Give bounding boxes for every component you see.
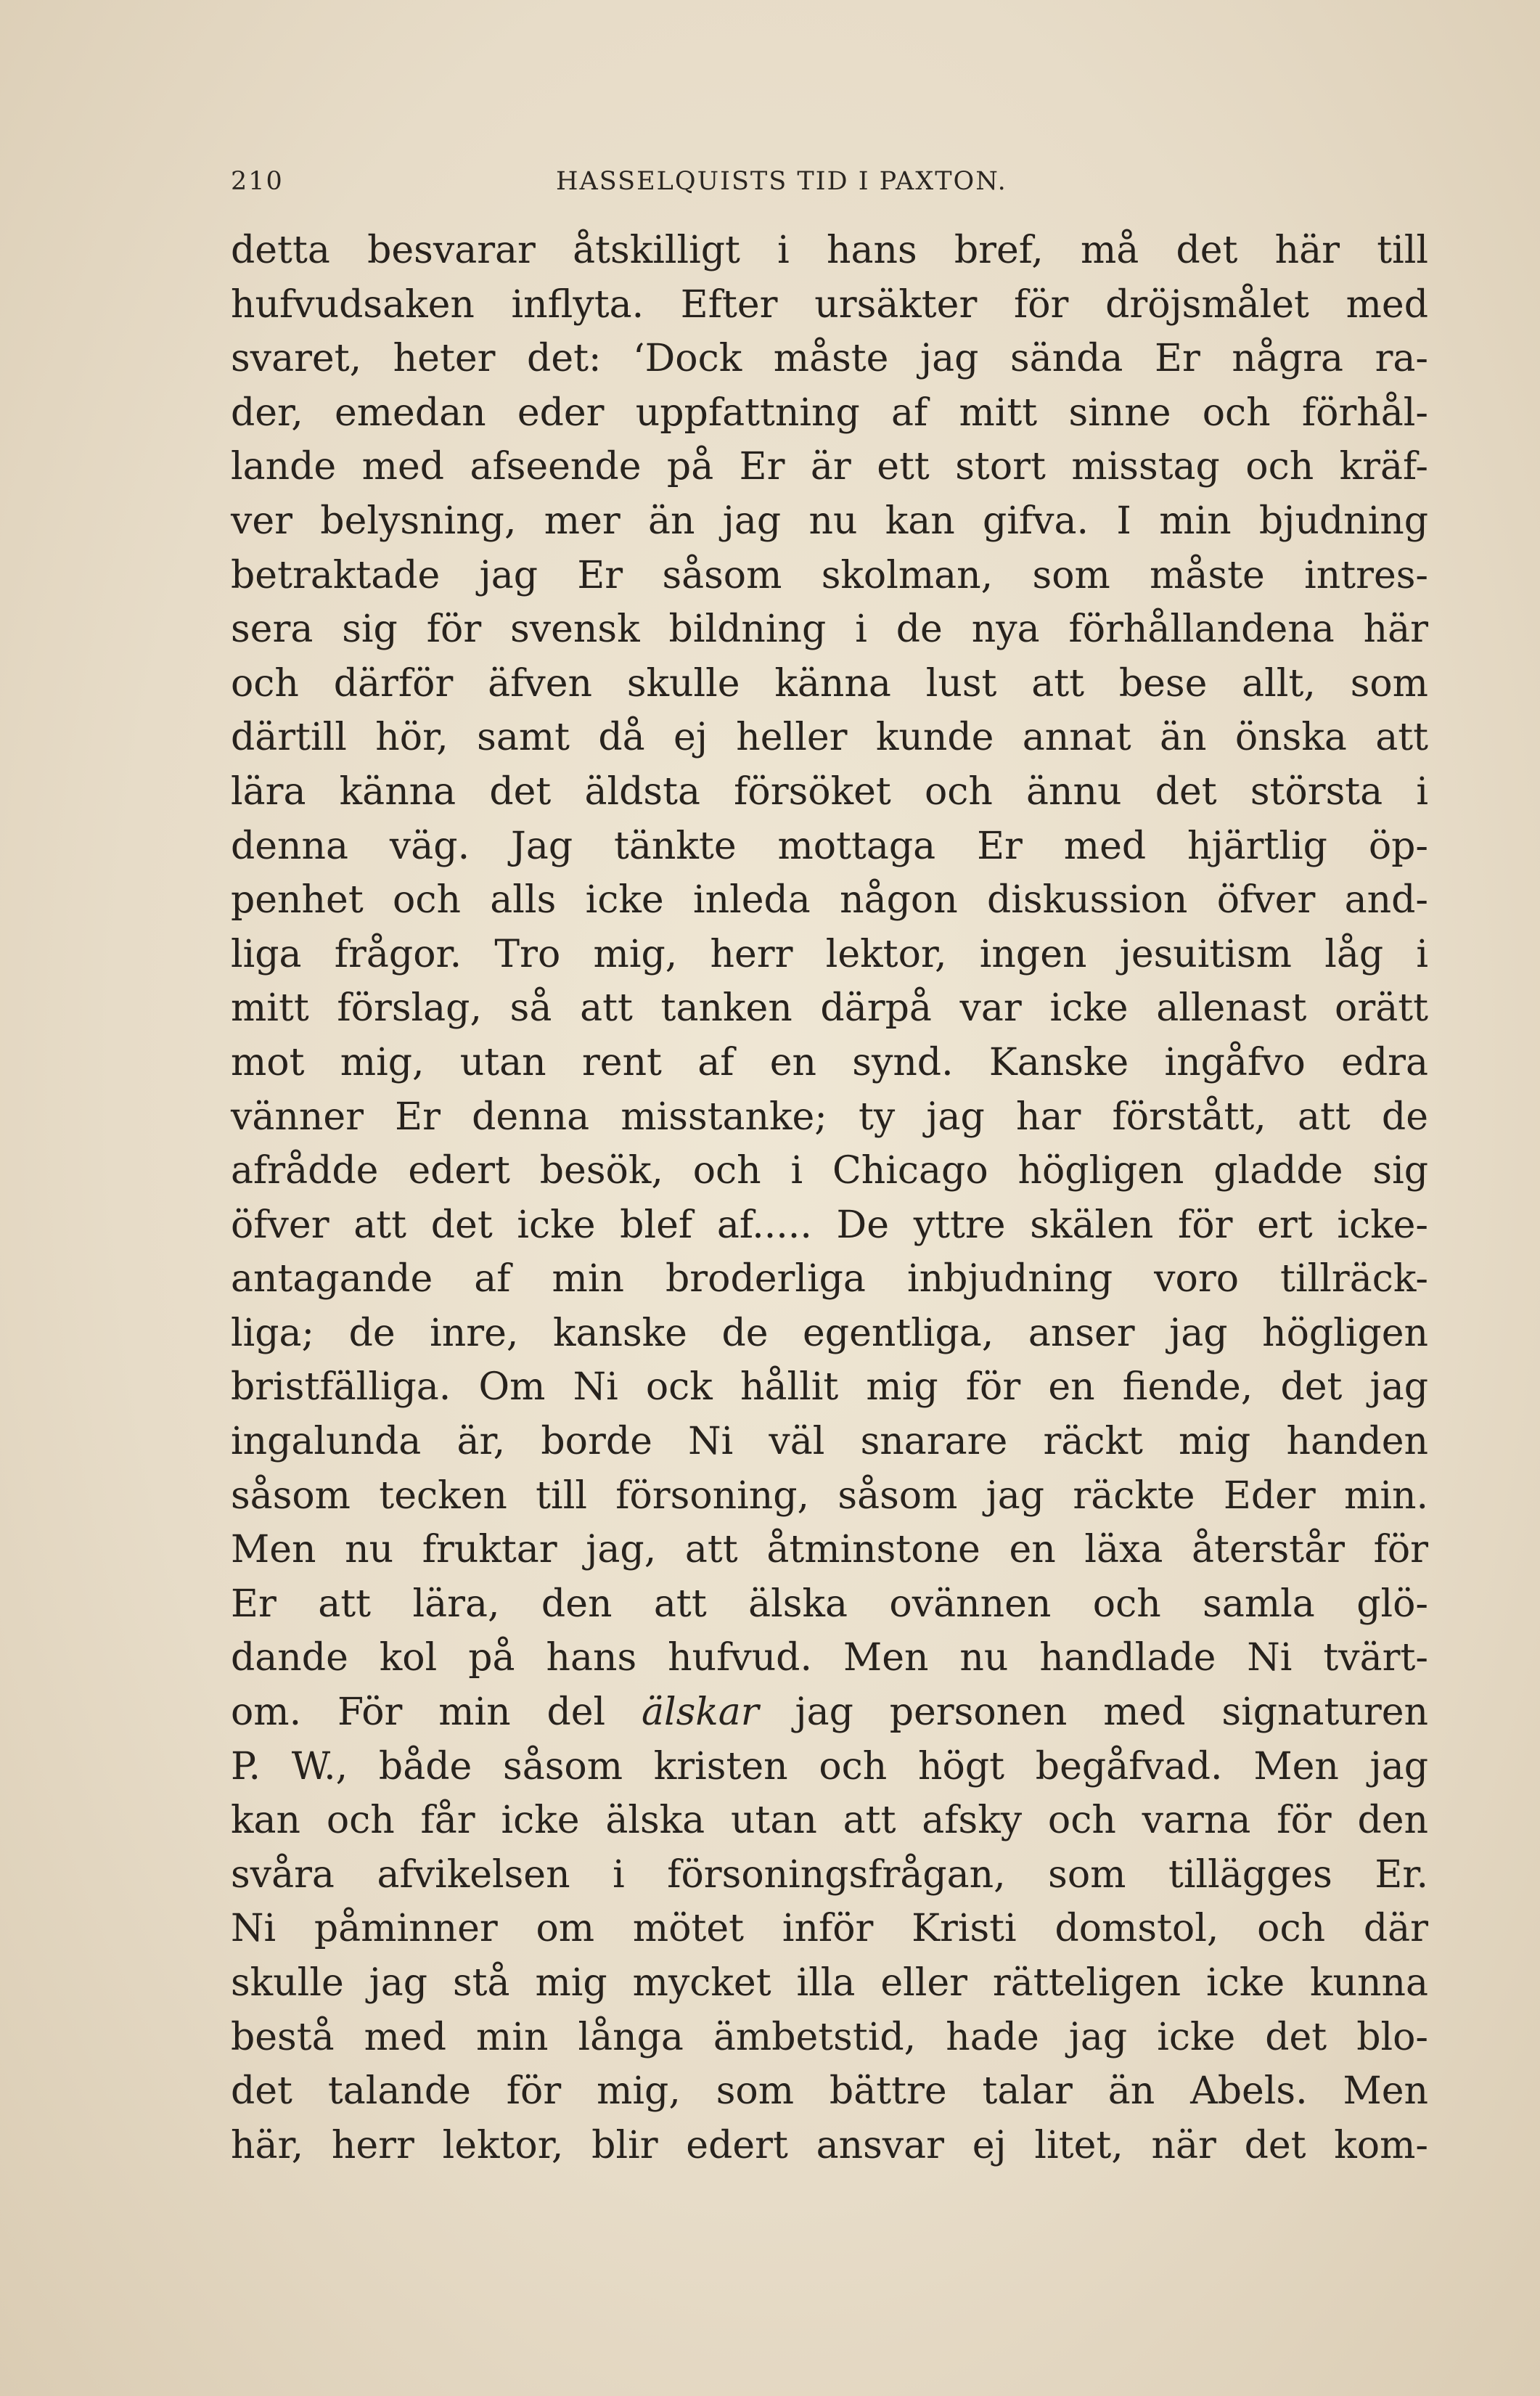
text-line: därtill hör, samt då ej heller kunde annat än önska att [231, 716, 1428, 760]
text-line: liga frågor. Tro mig, herr lektor, ingen jesuitism låg i [231, 932, 1428, 976]
text-line: öfver att det icke blef af..... De yttre skälen för ert icke- [231, 1203, 1428, 1247]
text-line-with-italic [231, 1685, 1428, 1740]
page-number: 210 [231, 167, 284, 196]
text-line: lära känna det äldsta försöket och ännu det största i [231, 769, 1428, 814]
text-line: ingalunda är, borde Ni väl snarare räckt mig handen [231, 1420, 1428, 1464]
text-line: ver belysning, mer än jag nu kan gifva. I min bjudning [231, 499, 1428, 543]
text-line: det talande för mig, som bättre talar än Abels. Men [231, 2069, 1428, 2114]
text-line: sera sig för svensk bildning i de nya förhållandena här [231, 608, 1428, 652]
text-line: antagande af min broderliga inbjudning voro tillräck- [231, 1257, 1428, 1301]
text-line: P. W., både såsom kristen och högt begåfvad. Men jag [231, 1744, 1428, 1788]
text-line: mitt förslag, så att tanken därpå var icke allenast orätt [231, 986, 1428, 1031]
body-text [231, 224, 1428, 2172]
text-line: bestå med min långa ämbetstid, hade jag icke det blo- [231, 2015, 1428, 2059]
italic-word: älskar [641, 1690, 759, 1735]
text-line: dande kol på hans hufvud. Men nu handlade Ni tvärt- [231, 1636, 1428, 1680]
text-line: Er att lära, den att älska ovännen och samla glö- [231, 1582, 1428, 1626]
text-line: liga; de inre, kanske de egentliga, anser jag högligen [231, 1311, 1428, 1355]
text-line: penhet och alls icke inleda någon diskussion öfver and- [231, 878, 1428, 923]
text-line: detta besvarar åtskilligt i hans bref, må det här till [231, 229, 1428, 272]
text-line: kan och får icke älska utan att afsky och varna för den [231, 1799, 1428, 1843]
text-segment: jag personen med signaturen [795, 1690, 1428, 1735]
text-line: afrådde edert besök, och i Chicago högligen gladde sig [231, 1149, 1428, 1193]
text-line: mot mig, utan rent af en synd. Kanske ingåfvo edra [231, 1040, 1428, 1084]
text-line: vänner Er denna misstanke; ty jag har förstått, att de [231, 1095, 1428, 1139]
text-line: svaret, heter det: ‘Dock måste jag sända Er några ra- [231, 337, 1428, 381]
text-line: Men nu fruktar jag, att åtminstone en läxa återstår för [231, 1528, 1428, 1572]
text-line: denna väg. Jag tänkte mottaga Er med hjärtlig öp- [231, 824, 1428, 868]
text-line: betraktade jag Er såsom skolman, som måste intres- [231, 553, 1428, 597]
page-header [231, 161, 1093, 205]
text-line: såsom tecken till försoning, såsom jag räckte Eder min. [231, 1473, 1428, 1518]
text-line: skulle jag stå mig mycket illa eller rätteligen icke kunna [231, 1961, 1428, 2005]
text-segment: om. För min del [231, 1690, 606, 1735]
text-line: lande med afseende på Er är ett stort misstag och kräf- [231, 445, 1428, 489]
text-line: här, herr lektor, blir edert ansvar ej litet, när det kom- [231, 2123, 1428, 2167]
text-line: bristfälliga. Om Ni ock hållit mig för en fiende, det jag [231, 1365, 1428, 1410]
text-line: Ni påminner om mötet inför Kristi domstol, och där [231, 1907, 1428, 1951]
running-head: HASSELQUISTS TID I PAXTON. [556, 167, 1007, 196]
text-line: hufvudsaken inflyta. Efter ursäkter för dröjsmålet med [231, 282, 1428, 327]
text-line: der, emedan eder uppfattning af mitt sinne och förhål- [231, 391, 1428, 435]
text-line: och därför äfven skulle känna lust att bese allt, som [231, 661, 1428, 706]
text-line: svåra afvikelsen i försoningsfrågan, som tillägges Er. [231, 1852, 1428, 1897]
